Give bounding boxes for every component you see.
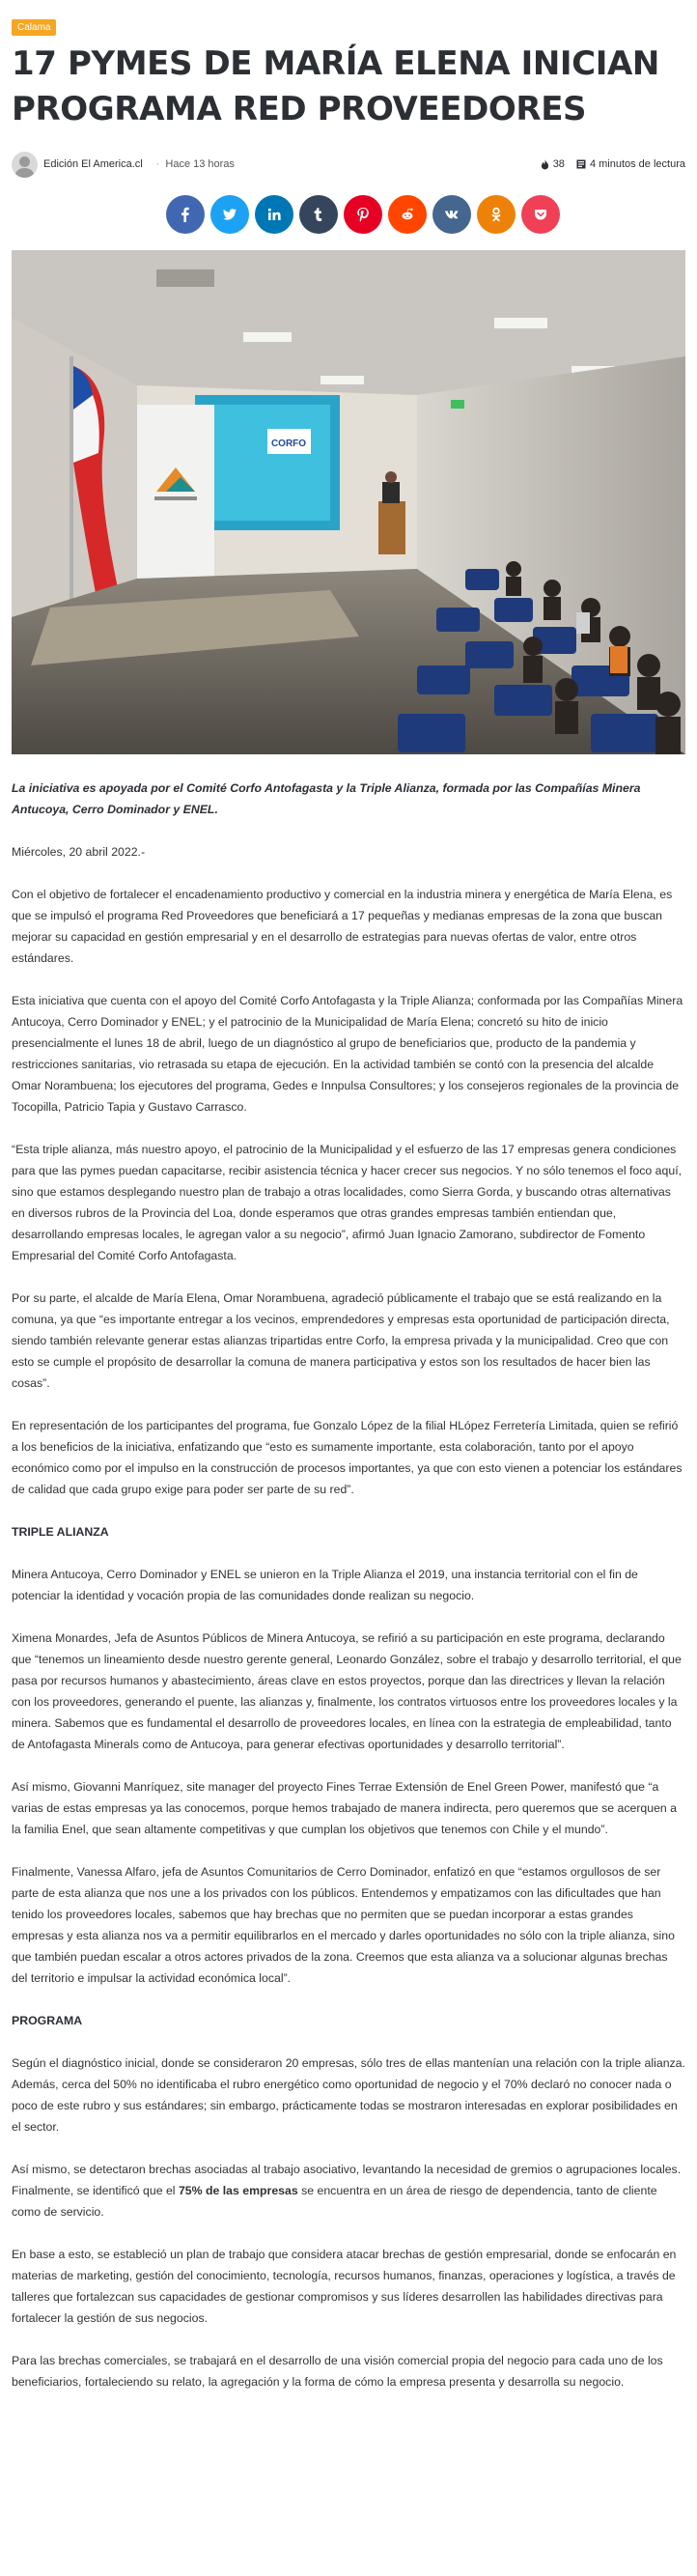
paragraph: Por su parte, el alcalde de María Elena, Omar Norambuena, agradeció públicamente el trabajo que se está realizando en la comuna, ya que “es importante entregar a los vecinos, emprendedores y empresas esta oportunidad de participación directa, siendo también relevante generar estas alianzas tripartidas entre Corfo, la empresa privada y la municipalidad. Creo que con esto se cumple el propósito de desarrollar la comuna de manera participativa y estos son los resultados de hacer bien las cosas”. bbox=[12, 1291, 670, 1390]
facebook-icon bbox=[178, 207, 193, 222]
facebook-share-button[interactable] bbox=[166, 195, 205, 234]
time-ago: Hace 13 horas bbox=[165, 158, 235, 170]
paragraph: Así mismo, Giovanni Manríquez, site manager del proyecto Fines Terrae Extensión de Enel Green Power, manifestó que “a varias de estas empresas ya las conocemos, porque hemos trabajado de manera indirecta, pero queremos que se acerquen a la familia Enel, que sean altamente competitivas y que cumplan los objetivos que tenemos con Chile y el mundo”. bbox=[12, 1780, 678, 1836]
tumblr-icon bbox=[311, 207, 326, 222]
author-name[interactable]: Edición El America.cl bbox=[43, 158, 143, 170]
article-body bbox=[12, 778, 685, 2414]
article-meta bbox=[12, 151, 685, 178]
conference-photo-illustration bbox=[12, 250, 685, 754]
article-lead: La iniciativa es apoyada por el Comité Corfo Antofagasta y la Triple Alianza, formada por las Compañías Minera Antucoya, Cerro Dominador y ENEL. bbox=[12, 781, 641, 816]
paragraph: En representación de los participantes del programa, fue Gonzalo López de la filial HLópez Ferretería Limitada, quien se refirió a los beneficios de la iniciativa, enfatizando que “esto es sumamente importante, esta colaboración, tanto por el apoyo económico como por el impulso en la construcción de procesos importantes, ya que con esto vienen a potenciar los estándares de calidad que cada grupo exige para poder ser parte de su red”. bbox=[12, 1419, 683, 1496]
hero-photo bbox=[12, 250, 685, 754]
section-heading-triple-alianza: TRIPLE ALIANZA bbox=[12, 1525, 109, 1539]
paragraph-text: Así mismo, se detectaron brechas asociadas al trabajo asociativo, levantando la necesidad de gremios o agrupaciones locales. Finalmente, se identificó que el bbox=[12, 2163, 682, 2197]
meta-stats bbox=[541, 158, 685, 170]
section-heading-programa: PROGRAMA bbox=[12, 2014, 83, 2027]
paragraph bbox=[12, 2159, 685, 2222]
view-count: 38 bbox=[552, 158, 565, 170]
linkedin-icon bbox=[266, 207, 282, 222]
share-buttons bbox=[166, 195, 560, 234]
pinterest-icon bbox=[355, 207, 371, 222]
tumblr-share-button[interactable] bbox=[299, 195, 338, 234]
meta-separator: · bbox=[155, 158, 160, 170]
category-badge[interactable]: Calama bbox=[12, 19, 56, 36]
author-avatar[interactable] bbox=[12, 152, 38, 178]
paragraph: Con el objetivo de fortalecer el encadenamiento productivo y comercial en la industria minera y energética de María Elena, es que se impulsó el programa Red Proveedores que beneficiará a 17 pequeñas y medianas empresas de la zona que buscan mejorar su capacidad en gestión empresarial y en el desarrollo de estrategias para nuevas ofertas de valor, entre otros estándares. bbox=[12, 888, 673, 965]
linkedin-share-button[interactable] bbox=[255, 195, 293, 234]
highlight-75-percent: 75% de las empresas bbox=[178, 2184, 298, 2197]
odnoklassniki-share-button[interactable] bbox=[477, 195, 516, 234]
pocket-icon bbox=[533, 207, 548, 222]
paragraph: Finalmente, Vanessa Alfaro, jefa de Asuntos Comunitarios de Cerro Dominador, enfatizó en que “estamos orgullosos de ser parte de esta alianza que nos une a los privados con los públicos. Entendemos y empatizamos con las dificultades que han tenido los proveedores locales, sabemos que hay brechas que no permiten que se puedan incorporar a estas grandes empresas y esta alianza nos va a permitir equilibrarlos en el mercado y darles oportunidades no sólo con la triple alianza, sino que también puedan escalar a otros actores privados de la zona. Creemos que esta alianza va a solucionar algunas brechas del territorio e impulsar la actividad económica local”. bbox=[12, 1865, 675, 1985]
pocket-share-button[interactable] bbox=[521, 195, 560, 234]
screen-logo-text: CORFO bbox=[270, 439, 307, 449]
odnoklassniki-icon bbox=[488, 207, 504, 222]
vk-icon bbox=[444, 207, 460, 222]
paragraph: Para las brechas comerciales, se trabajará en el desarrollo de una visión comercial propia del negocio para cada uno de los beneficiarios, fortaleciendo su relato, la agregación y la forma de cómo la empresa presenta y desarrolla su negocio. bbox=[12, 2354, 663, 2389]
pinterest-share-button[interactable] bbox=[344, 195, 382, 234]
vk-share-button[interactable] bbox=[432, 195, 471, 234]
paragraph-text: se encuentra en un área de riesgo de dependencia, tanto de cliente como de servicio. bbox=[12, 2184, 657, 2219]
book-icon bbox=[576, 159, 586, 169]
paragraph: Minera Antucoya, Cerro Dominador y ENEL se unieron en la Triple Alianza el 2019, una instancia territorial con el fin de potenciar la identidad y vocación propia de las comunidades donde realizan su negocio. bbox=[12, 1568, 638, 1602]
article-title: 17 PYMES DE MARÍA ELENA INICIAN PROGRAMA RED PROVEEDORES bbox=[12, 44, 659, 128]
paragraph: En base a esto, se estableció un plan de trabajo que considera atacar brechas de gestión empresarial, donde se enfocarán en materias de marketing, gestión del conocimiento, tecnología, recursos humanos, finanzas, operaciones y logística, a través de talleres que fortalezcan sus capacidades de gestionar compromisos y sus líderes desarrollen las habilidades directivas para fortalecer la gestión de sus negocios. bbox=[12, 2248, 677, 2325]
paragraph: Según el diagnóstico inicial, donde se consideraron 20 empresas, sólo tres de ellas mantenían una relación con la triple alianza. Además, cerca del 50% no identificaba el rubro energético como oportunidad de negocio y el 70% declaró no conocer nada o poco de este rubro y sus estándares; sin embargo, prácticamente todas se mostraron interesadas en explorar posibilidades en el sector. bbox=[12, 2056, 685, 2134]
reddit-icon bbox=[400, 207, 415, 222]
paragraph: Ximena Monardes, Jefa de Asuntos Públicos de Minera Antucoya, se refirió a su participación en este programa, declarando que “tenemos un lineamiento desde nuestro gerente general, Leonardo González, sobre el trabajo y desarrollo territorial, el que pasa por recursos humanos y abastecimiento, áreas clave en estos proyectos, porque dan las directrices y llevan la relación con los proveedores, generando el puente, las alianzas y, finalmente, los contratos virtuosos entre los proveedores locales y la minera. Sabemos que es fundamental el desarrollo de proveedores locales, en línea con la estrategia de empleabilidad, tanto de Antofagasta Minerals como de Antucoya, para generar efectivas oportunidades y desarrollo territorial”. bbox=[12, 1631, 682, 1751]
twitter-icon bbox=[222, 207, 237, 222]
fire-icon bbox=[541, 159, 549, 170]
reddit-share-button[interactable] bbox=[388, 195, 427, 234]
paragraph: “Esta triple alianza, más nuestro apoyo, el patrocinio de la Municipalidad y el esfuerzo de las 17 empresas genera condiciones para que las pymes puedan capacitarse, recibir asistencia técnica y hacer crecer sus negocios. Y no sólo tenemos el foco aquí, sino que estamos desplegando nuestro plan de trabajo a otras localidades, como Sierra Gorda, y buscando otras alternativas en diversos rubros de la Provincia del Loa, donde esperamos que otras grandes empresas también entiendan que, desarrollando empresas locales, le agregan valor a su negocio”, afirmó Juan Ignacio Zamorano, subdirector de Fomento Empresarial del Comité Corfo Antofagasta. bbox=[12, 1143, 683, 1262]
article-dateline: Miércoles, 20 abril 2022.- bbox=[12, 845, 146, 859]
read-time: 4 minutos de lectura bbox=[589, 158, 685, 170]
paragraph: Esta iniciativa que cuenta con el apoyo del Comité Corfo Antofagasta y la Triple Alianza; conformada por las Compañías Minera Antucoya, Cerro Dominador y ENEL; y el patrocinio de la Municipalidad de María Elena; concretó su hito de inicio presencialmente el lunes 18 de abril, luego de un diagnóstico al grupo de beneficiarios que, producto de la pandemia y restricciones sanitarias, vio retrasada su etapa de ejecución. En la actividad también se contó con la presencia del alcalde Omar Norambuena; los ejecutores del programa, Gedes e Innpulsa Consultores; y los consejeros regionales de la provincia de Tocopilla, Patricio Tapia y Gustavo Carrasco. bbox=[12, 994, 683, 1114]
twitter-share-button[interactable] bbox=[210, 195, 249, 234]
